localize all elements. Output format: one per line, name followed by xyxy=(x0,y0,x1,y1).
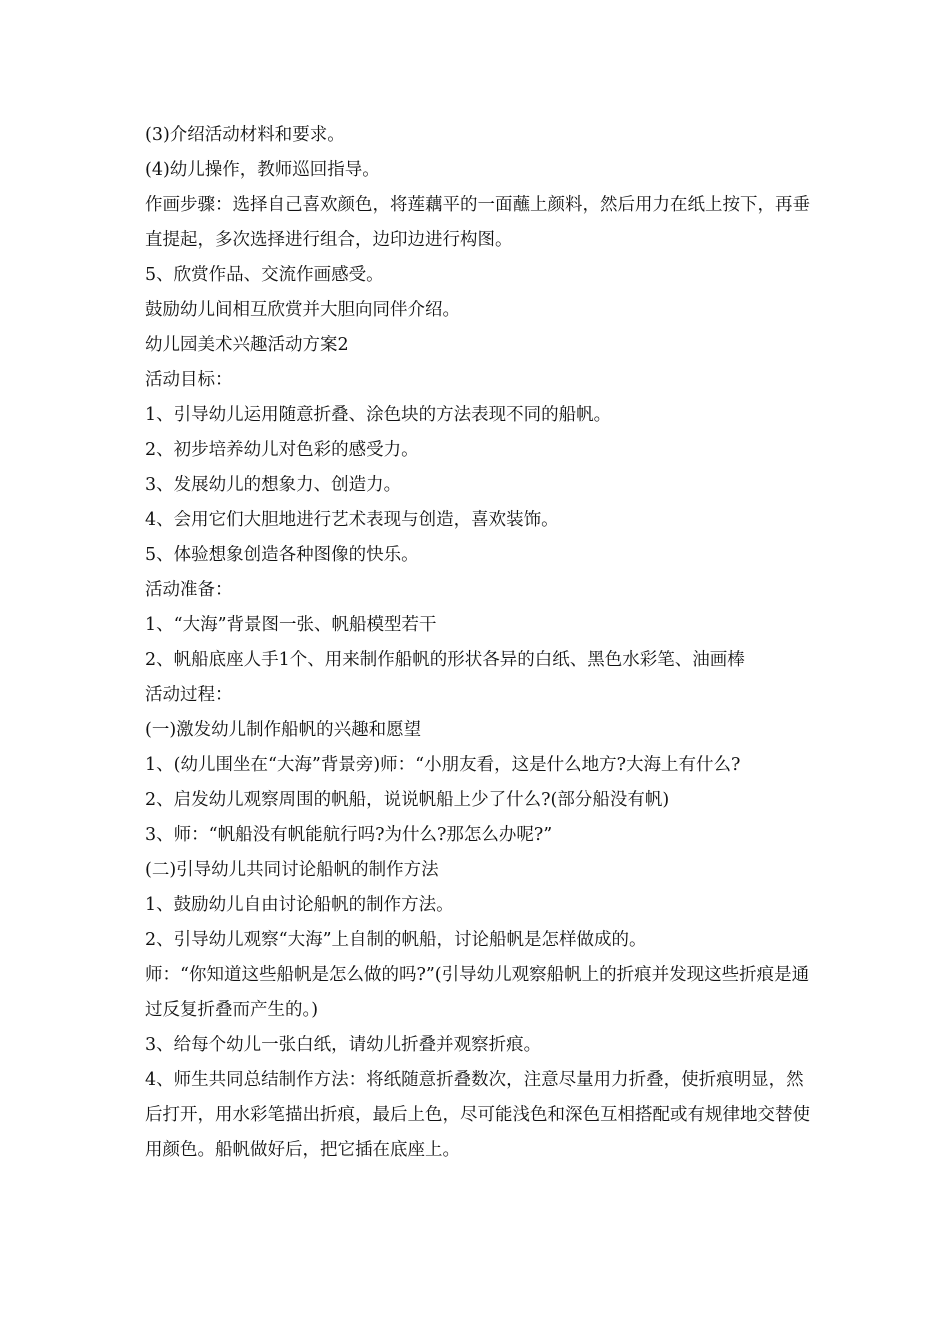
document-body xyxy=(145,118,810,1168)
process-item-2-2: 2、引导幼儿观察“大海”上自制的帆船，讨论船帆是怎样做成的。 xyxy=(145,930,647,950)
goal-item-4: 4、会用它们大胆地进行艺术表现与创造，喜欢装饰。 xyxy=(145,510,559,530)
process-item-2-1: 1、鼓励幼儿自由讨论船帆的制作方法。 xyxy=(145,895,454,915)
paragraph-encourage: 鼓励幼儿间相互欣赏并大胆向同伴介绍。 xyxy=(145,300,460,320)
paragraph-step-4: (4)幼儿操作，教师巡回指导。 xyxy=(145,160,380,180)
paragraph-step-3: (3)介绍活动材料和要求。 xyxy=(145,125,345,145)
preparation-item-2: 2、帆船底座人手1个、用来制作船帆的形状各异的白纸、黑色水彩笔、油画棒 xyxy=(145,650,745,670)
goal-item-2: 2、初步培养幼儿对色彩的感受力。 xyxy=(145,440,419,460)
process-item-1-3: 3、师：“帆船没有帆能航行吗?为什么?那怎么办呢?” xyxy=(145,825,553,845)
paragraph-step-5: 5、欣赏作品、交流作画感受。 xyxy=(145,265,384,285)
goal-item-3: 3、发展幼儿的想象力、创造力。 xyxy=(145,475,402,495)
heading-process: 活动过程： xyxy=(145,685,233,705)
process-teacher-question: 师：“你知道这些船帆是怎么做的吗?”(引导幼儿观察船帆上的折痕并发现这些折痕是通过反复折叠而产生的。) xyxy=(145,965,810,1020)
preparation-item-1: 1、“大海”背景图一张、帆船模型若干 xyxy=(145,615,437,635)
process-item-2-3: 3、给每个幼儿一张白纸，请幼儿折叠并观察折痕。 xyxy=(145,1035,542,1055)
heading-preparation: 活动准备： xyxy=(145,580,233,600)
heading-goals: 活动目标： xyxy=(145,370,233,390)
process-item-2-4: 4、师生共同总结制作方法：将纸随意折叠数次，注意尽量用力折叠，使折痕明显，然后打开，用水彩笔描出折痕，最后上色，尽可能浅色和深色互相搭配或有规律地交替使用颜色。船帆做好后，把它插在底座上。 xyxy=(145,1070,810,1160)
process-section-1: (一)激发幼儿制作船帆的兴趣和愿望 xyxy=(145,720,422,740)
process-section-2: (二)引导幼儿共同讨论船帆的制作方法 xyxy=(145,860,439,880)
process-item-1-2: 2、启发幼儿观察周围的帆船，说说帆船上少了什么?(部分船没有帆) xyxy=(145,790,670,810)
section-title-plan-2: 幼儿园美术兴趣活动方案2 xyxy=(145,335,349,355)
goal-item-1: 1、引导幼儿运用随意折叠、涂色块的方法表现不同的船帆。 xyxy=(145,405,612,425)
process-item-1-1: 1、(幼儿围坐在“大海”背景旁)师：“小朋友看，这是什么地方?大海上有什么? xyxy=(145,755,741,775)
paragraph-drawing-steps: 作画步骤：选择自己喜欢颜色，将莲藕平的一面蘸上颜料，然后用力在纸上按下，再垂直提起，多次选择进行组合，边印边进行构图。 xyxy=(145,195,810,250)
goal-item-5: 5、体验想象创造各种图像的快乐。 xyxy=(145,545,419,565)
